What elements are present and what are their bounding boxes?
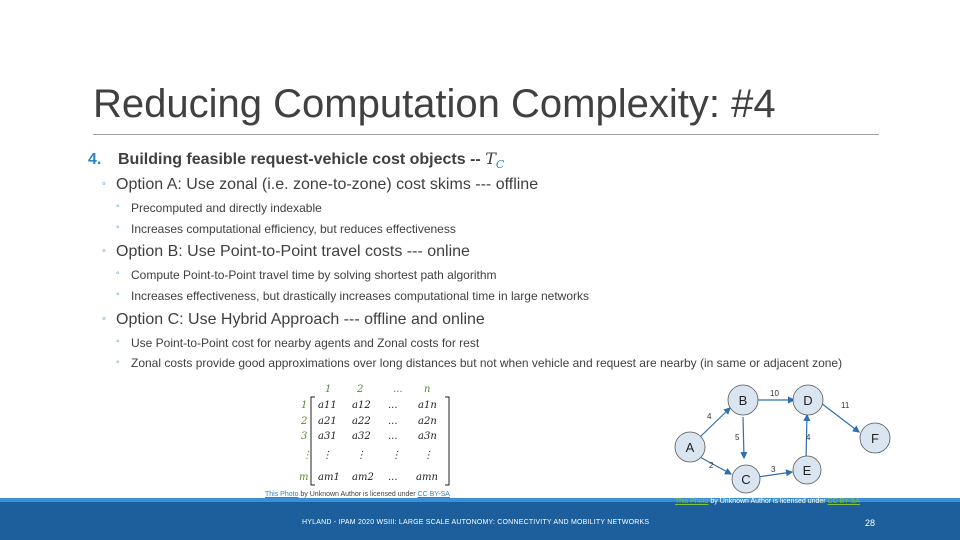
edge-weight: 4 [707,412,712,421]
point-text: Increases effectiveness, but drastically increases computational time in large networks [131,289,589,303]
matrix-cell: am1 [318,472,340,483]
option-label: Option A: Use zonal (i.e. zone-to-zone) cost skims --- offline [116,176,539,193]
edge-d-f [821,403,859,432]
option-b-point-1 [116,268,861,282]
bullet: ◦ [102,245,106,257]
edge-weight: 2 [709,461,714,470]
matrix-col-header: 2 [357,384,364,395]
option-c-point-2 [116,355,861,371]
option-label: Option B: Use Point-to-Point travel costs --- online [116,243,470,260]
edge-weight: 10 [770,389,779,398]
option-b-point-2 [116,289,861,303]
matrix-row-header: ⋮ [302,450,312,461]
option-a-point-2 [116,222,861,236]
page-number: 28 [865,518,876,528]
graph-figure [673,380,895,495]
bullet: ◦ [116,201,120,212]
credit-license-link[interactable]: CC BY-SA [417,491,450,498]
matrix-cell: am2 [352,472,374,483]
matrix-cell: ... [388,431,398,442]
matrix-cell: a31 [318,431,337,442]
credit-license-link[interactable]: CC BY-SA [827,498,860,505]
credit-photo-link[interactable]: This Photo [675,498,709,505]
option-label: Option C: Use Hybrid Approach --- offline and online [116,311,485,328]
matrix-cell: a1n [418,400,437,411]
point-text: Precomputed and directly indexable [131,201,322,215]
matrix-cell: a3n [418,431,437,442]
matrix-cell: a21 [318,416,337,427]
bullet: ◦ [116,268,120,279]
edge-b-c [743,417,744,458]
option-a-point-1 [116,201,861,215]
matrix-credit [265,491,450,498]
credit-text: by Unknown Author is licensed under [298,491,418,498]
graph-node-label: E [802,463,812,478]
option-b [102,243,470,261]
matrix-cell: ⋮ [391,450,401,461]
credit-photo-link[interactable]: This Photo [265,491,299,498]
option-c [102,311,485,329]
bullet: ◦ [116,336,120,347]
footer-text: HYLAND - IPAM 2020 WSIII: LARGE SCALE AUTONOMY: CONNECTIVITY AND MOBILITY NETWORKS [302,519,650,526]
item-heading-text: Building feasible request-vehicle cost objects -- [118,151,481,168]
option-a [102,176,539,194]
item-4-heading [88,149,504,171]
slide-title: Reducing Computation Complexity: #4 [93,82,776,126]
graph-node-label: C [741,472,751,487]
title-divider [93,134,879,135]
matrix-cell: a12 [352,400,371,411]
point-text: Increases computational efficiency, but reduces effectiveness [131,222,456,236]
bullet: ◦ [116,222,120,233]
matrix-row-header: 1 [301,400,308,411]
matrix-cell: ... [388,400,398,411]
point-text: Compute Point-to-Point travel time by solving shortest path algorithm [131,268,497,282]
matrix-col-header: n [424,384,431,395]
matrix-col-header: 1 [325,384,332,395]
graph-credit [675,498,860,505]
bullet: ◦ [116,289,120,300]
matrix-figure [290,381,465,493]
matrix-cell: a32 [352,431,371,442]
edge-weight: 4 [806,433,811,442]
matrix-cell: a2n [418,416,437,427]
matrix-cell: ⋮ [356,450,366,461]
matrix-cell: ... [388,472,398,483]
edge-a-b [700,408,730,437]
matrix-row-header: 3 [301,431,308,442]
matrix-cell: a11 [318,400,337,411]
option-c-point-1 [116,336,861,350]
matrix-cell: ⋮ [423,450,433,461]
cost-symbol: $T_C$ [485,149,505,172]
credit-text: by Unknown Author is licensed under [708,498,828,505]
matrix-row-header: m [299,472,309,483]
matrix-cell: ⋮ [322,450,332,461]
edge-weight: 5 [735,433,740,442]
matrix-cell: amn [416,472,438,483]
graph-node-label: D [803,393,813,408]
matrix-cell: a22 [352,416,371,427]
graph-node-label: F [871,431,879,446]
edge-weight: 11 [841,401,850,410]
matrix-cell: ... [388,416,398,427]
item-number: 4. [88,151,102,168]
graph-node-label: B [738,393,748,408]
matrix-col-header: ... [393,384,403,395]
edge-a-c [698,456,731,474]
edge-weight: 3 [771,465,776,474]
bullet: ◦ [116,357,120,368]
point-text: Zonal costs provide good approximations over long distances but not when vehicle and request are nearby (in same or adjacent zone) [131,356,843,370]
bullet: ◦ [102,178,106,190]
matrix-row-header: 2 [301,416,308,427]
point-text: Use Point-to-Point cost for nearby agents and Zonal costs for rest [131,336,480,350]
bullet: ◦ [102,313,106,325]
graph-node-label: A [685,440,695,455]
